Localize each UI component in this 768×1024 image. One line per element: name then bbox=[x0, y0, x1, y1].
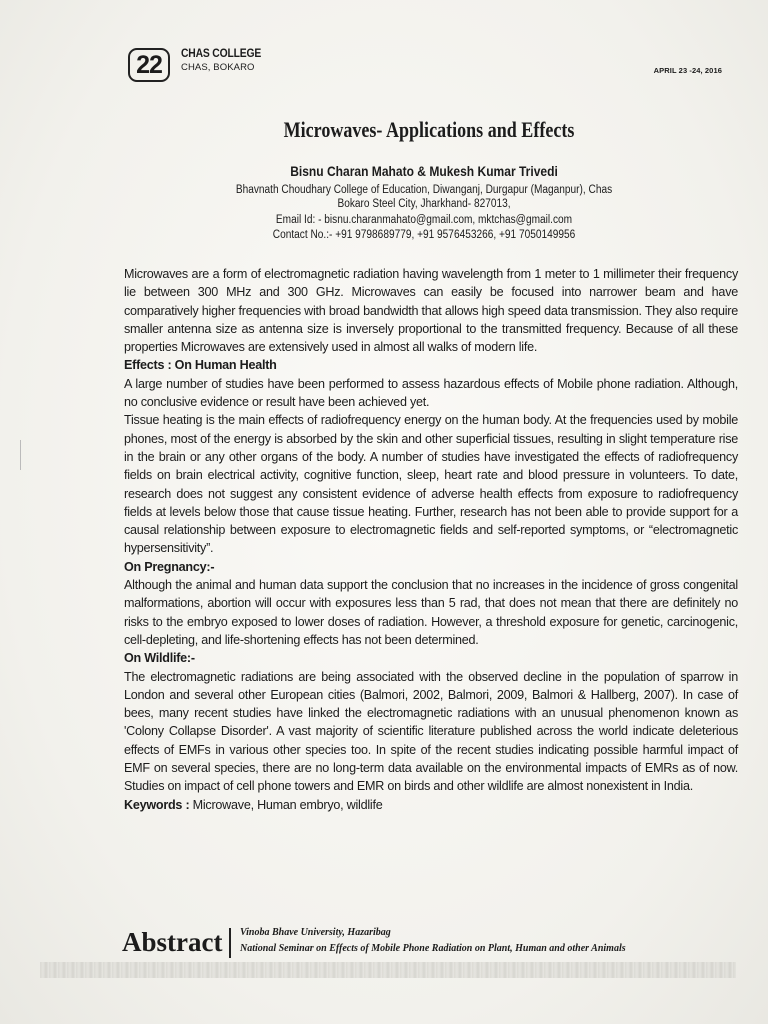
college-name: CHAS COLLEGE bbox=[181, 48, 262, 60]
health-paragraph-2: Tissue heating is the main effects of radiofrequency energy on the human body. At the frequencies used by mobile phones, most of the energy is absorbed by the skin and other superficial tissues, resulting in slight temperature rise in the brain or any other organs of the body. A number of studies have investigated the effects of radiofrequency fields on brain electrical activity, cognitive function, sleep, heart rate and blood pressure in volunteers. To date, research does not suggest any consistent evidence of adverse health effects from exposure to radiofrequency fields at levels below those that cause tissue heating. Further, research has not been able to provide support for a causal relationship between exposure to electromagnetic fields and self-reported symptoms, or “electromagnetic hypersensitivity”. bbox=[124, 413, 738, 556]
footer-seminar: National Seminar on Effects of Mobile Phone Radiation on Plant, Human and other Animals bbox=[240, 943, 626, 954]
health-paragraph-1: A large number of studies have been performed to assess hazardous effects of Mobile phone radiation. Although, no conclusive evidence or result have been achieved yet. bbox=[124, 376, 738, 410]
pregnancy-paragraph: Although the animal and human data support the conclusion that no increases in the incidence of gross congenital malformations, abortion will occur with exposures less than 5 rad, that does not mean that there are definitely no risks to the embryo exposed to lower doses of radiation. However, a threshold exposure for genetic, carcinogenic, cell-depleting, and life-shortening effects has not been determined. bbox=[124, 578, 738, 647]
heading-human-health: Effects : On Human Health bbox=[124, 358, 277, 373]
scan-noise-band bbox=[40, 962, 736, 978]
keywords-label: Keywords : bbox=[124, 797, 190, 812]
wildlife-paragraph: The electromagnetic radiations are being associated with the observed decline in the population of sparrow in London and several other European cities (Balmori, 2002, Balmori, 2009, Balmori & Hallberg, 2007). In case of bees, many recent studies have linked the electromagnetic radiations with an unusual phenomenon known as 'Colony Collapse Disorder'. A vast majority of scientific literature published across the world indicate deleterious effects of EMFs in various other species too. In spite of the recent studies indicating possible harmful impact of EMF on several species, there are no long-term data available on the environmental impacts of EMRs as of now. Studies on impact of cell phone towers and EMR on birds and other wildlife are almost nonexistent in India. bbox=[124, 669, 738, 794]
heading-pregnancy: On Pregnancy:- bbox=[124, 559, 215, 574]
paper-body bbox=[124, 265, 738, 814]
footer-university: Vinoba Bhave University, Hazaribag bbox=[240, 927, 391, 938]
keywords-value: Microwave, Human embryo, wildlife bbox=[189, 797, 383, 812]
footer-divider bbox=[229, 928, 231, 958]
college-place: CHAS, BOKARO bbox=[181, 62, 255, 73]
affiliation-line-2: Bokaro Steel City, Jharkhand- 827013, bbox=[337, 198, 511, 210]
conference-date: APRIL 23 -24, 2016 bbox=[653, 66, 722, 75]
scan-artifact bbox=[20, 440, 21, 470]
contact-line: Contact No.:- +91 9798689779, +91 9576453266, +91 7050149956 bbox=[272, 229, 576, 241]
abstract-label: Abstract bbox=[122, 927, 223, 957]
page-header bbox=[128, 46, 728, 86]
affiliation-line-1: Bhavnath Choudhary College of Education, Diwanganj, Durgapur (Maganpur), Chas bbox=[235, 184, 613, 196]
paper-authors: Bisnu Charan Mahato & Mukesh Kumar Trivedi bbox=[290, 163, 558, 179]
paper-title: Microwaves- Applications and Effects bbox=[283, 117, 575, 142]
intro-paragraph: Microwaves are a form of electromagnetic radiation having wavelength from 1 meter to 1 millimeter their frequency lie between 300 MHz and 300 GHz. Microwaves can easily be focused into narrower beam and have comparatively higher frequencies with broad bandwidth that allows high speed data transmission. They also require smaller antenna size as antenna size is inversely proportional to the transmitted frequency. Because of all these properties Microwaves are extensively used in almost all walks of modern life. bbox=[124, 267, 738, 355]
email-line: Email Id: - bisnu.charanmahato@gmail.com, mktchas@gmail.com bbox=[275, 214, 573, 226]
heading-wildlife: On Wildlife:- bbox=[124, 651, 195, 666]
keywords-line bbox=[124, 796, 738, 814]
page-number-box: 22 bbox=[128, 48, 170, 82]
